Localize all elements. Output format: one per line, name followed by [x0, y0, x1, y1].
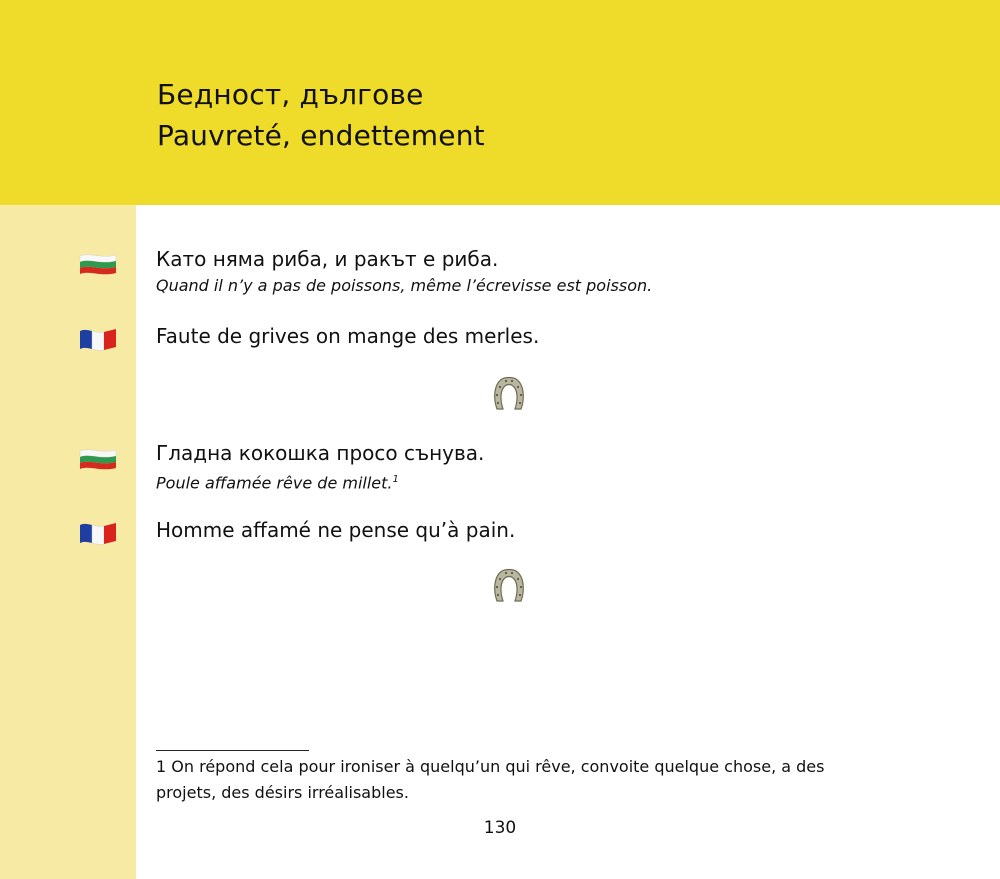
bulgarian-flag-icon [79, 447, 117, 473]
proverb-french: Faute de grives on mange des merles. [156, 324, 540, 348]
proverb-translation: Poule affamée rêve de millet.$^1$ [156, 473, 399, 493]
footnote-rule [156, 750, 309, 751]
proverb-french: Homme affamé ne pense qu’à pain. [156, 518, 516, 542]
horseshoe-icon [492, 376, 526, 412]
proverb-bulgarian: Гладна кокошка просо сънува. [156, 441, 485, 465]
chapter-title-bulgarian: Бедност, дългове [157, 78, 424, 111]
chapter-header [0, 0, 1000, 205]
proverb-translation: Quand il n’y a pas de poissons, même l’écrevisse est poisson. [156, 276, 653, 295]
proverb-bulgarian: Като няма риба, и ракът е риба. [156, 247, 499, 271]
footnote-reference: 1 [392, 474, 399, 485]
page-number: 130 [483, 818, 517, 838]
horseshoe-icon [492, 568, 526, 604]
chapter-title-french: Pauvreté, endettement [157, 119, 485, 152]
french-flag-icon [79, 521, 117, 547]
french-flag-icon [79, 327, 117, 353]
footnote-text: 1 On répond cela pour ironiser à quelqu’un qui rêve, convoite quelque chose, a des projets, des désirs irréalisables. [156, 757, 825, 802]
bulgarian-flag-icon [79, 252, 117, 278]
